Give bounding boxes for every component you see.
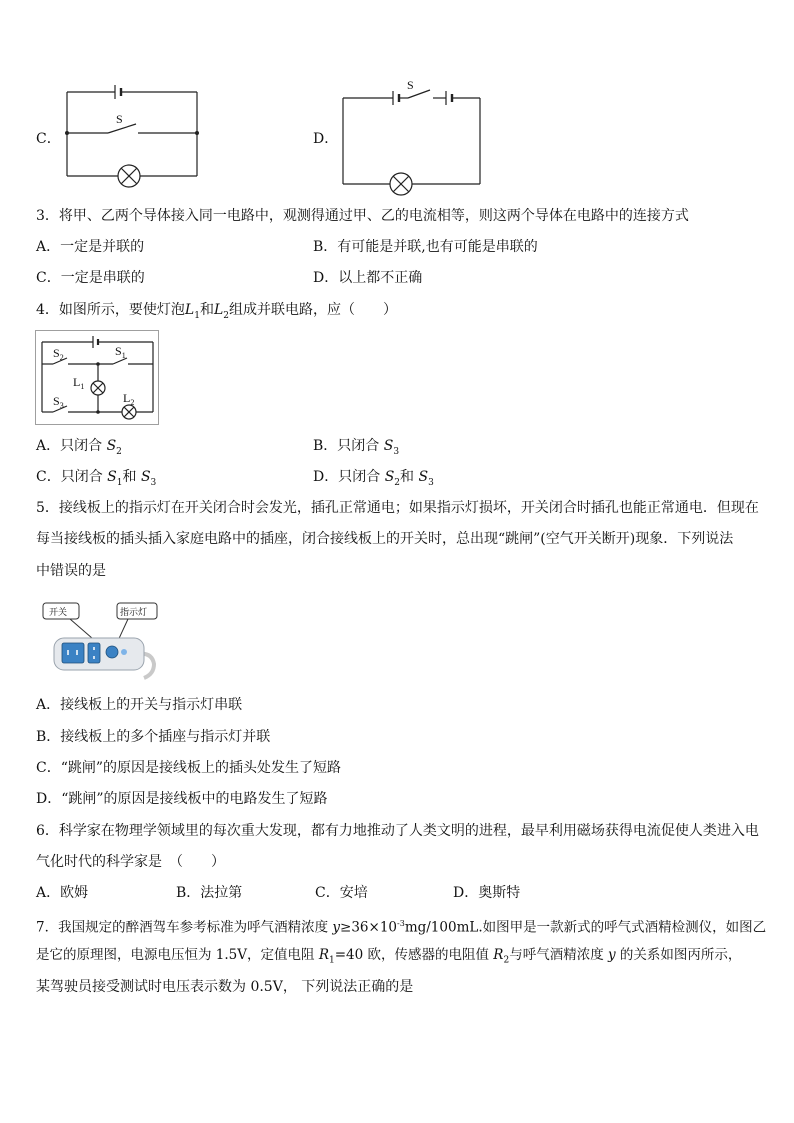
- switch-label: S: [116, 112, 123, 126]
- circuit-diagram-d: [338, 76, 488, 198]
- q3-stem: 3．将甲、乙两个导体接入同一电路中，观测得通过甲、乙的电流相等，则这两个导体在电路中的连接方式: [36, 208, 689, 224]
- s1-label: $S_1$: [115, 344, 126, 360]
- q5-line-2: 每当接线板的插头插入家庭电路中的插座，闭合接线板上的开关时，总出现“跳闸”(空气开关断开)现象．下列说法: [36, 531, 734, 547]
- q3-option-c: C．一定是串联的: [36, 270, 145, 286]
- q3-option-d: D．以上都不正确: [313, 270, 423, 286]
- circuit-diagram-c: [60, 80, 205, 195]
- q5-option-d: D．“跳闸”的原因是接线板中的电路发生了短路: [36, 791, 328, 807]
- q3-option-b: B．有可能是并联,也有可能是串联的: [313, 239, 538, 255]
- q6-line-1: 6．科学家在物理学领域里的每次重大发现，都有力地推动了人类文明的进程，最早利用磁场获得电流促使人类进入电: [36, 823, 759, 839]
- q6-option-b: B．法拉第: [176, 885, 243, 901]
- q7-line-1: 7．我国规定的醉酒驾车参考标准为呼气酒精浓度 $y\ge 36\times 10^{-3}mg/100mL$.如图甲是一款新式的呼气式酒精检测仪，如图乙: [36, 919, 767, 936]
- q6-line-2: 气化时代的科学家是 （ ）: [36, 854, 225, 870]
- option-c-label: C．: [36, 131, 61, 147]
- l1-label: $L_1$: [73, 375, 85, 391]
- indicator-callout: 指示灯: [120, 608, 148, 618]
- q5-option-b: B．接线板上的多个插座与指示灯并联: [36, 729, 271, 745]
- option-d-label: D．: [313, 131, 339, 147]
- s2-label: $S_2$: [53, 346, 64, 362]
- q6-option-c: C．安培: [315, 885, 368, 901]
- q4-stem: 4．如图所示，要使灯泡$L_1$和$L_2$组成并联电路，应（ ）: [36, 302, 397, 321]
- q5-option-a: A．接线板上的开关与指示灯串联: [36, 697, 243, 713]
- power-strip-figure: [40, 600, 160, 680]
- s3-label: $S_3$: [53, 394, 64, 410]
- circuit-diagram-q4: [35, 330, 160, 426]
- q4-option-c: C．只闭合 $S_1$和 $S_3$: [36, 469, 157, 488]
- q7-line-2: 是它的原理图，电源电压恒为 1.5V，定值电阻 $R_1=40$ 欧，传感器的电阻值 $R_2$与呼气酒精浓度 y 的关系如图丙所示，: [36, 947, 742, 966]
- q4-option-d: D．只闭合 $S_2$和 $S_3$: [313, 469, 434, 488]
- q5-option-c: C．“跳闸”的原因是接线板上的插头处发生了短路: [36, 760, 342, 776]
- q6-option-a: A．欧姆: [36, 885, 89, 901]
- q4-option-a: A．只闭合 $S_2$: [36, 438, 122, 457]
- q7-line-3: 某驾驶员接受测试时电压表示数为 0.5V， 下列说法正确的是: [36, 979, 414, 995]
- q4-option-b: B．只闭合 $S_3$: [313, 438, 400, 457]
- q5-line-3: 中错误的是: [36, 563, 106, 579]
- q5-line-1: 5．接线板上的指示灯在开关闭合时会发光，插孔正常通电；如果指示灯损坏，开关闭合时插孔也能正常通电．但现在: [36, 500, 759, 516]
- l2-label: $L_2$: [123, 391, 135, 407]
- q6-option-d: D．奥斯特: [453, 885, 521, 901]
- switch-label: S: [407, 78, 414, 92]
- switch-callout: 开关: [49, 608, 68, 618]
- switch-button-icon: [106, 646, 118, 658]
- q3-option-a: A．一定是并联的: [36, 239, 145, 255]
- indicator-light-icon: [121, 649, 127, 655]
